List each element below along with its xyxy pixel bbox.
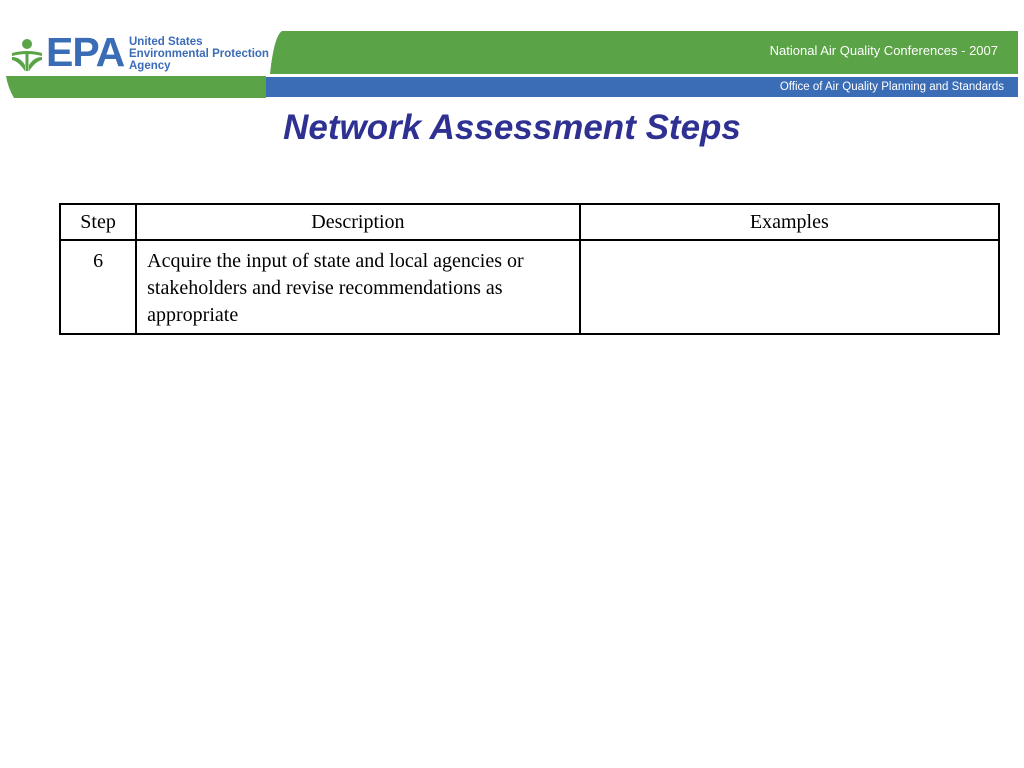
epa-wordmark: EPA (46, 29, 125, 75)
office-title: Office of Air Quality Planning and Standards (779, 81, 1004, 93)
slide-title: Network Assessment Steps (283, 108, 741, 147)
slide-header (0, 0, 1024, 100)
header-step: Step (60, 204, 136, 240)
epa-flower-icon (8, 35, 46, 73)
table-header-row (60, 204, 999, 240)
header-description: Description (136, 204, 580, 240)
epa-logo (8, 29, 270, 78)
cell-examples (580, 240, 999, 334)
conference-title: National Air Quality Conferences - 2007 (769, 43, 998, 58)
agency-line-1: United States (129, 36, 203, 48)
agency-line-2: Environmental Protection (129, 48, 269, 60)
table-row (60, 240, 999, 334)
header-examples: Examples (580, 204, 999, 240)
green-swoosh (6, 76, 266, 98)
cell-step: 6 (60, 240, 136, 334)
agency-line-3: Agency (129, 60, 171, 72)
agency-name (129, 36, 269, 72)
cell-description: Acquire the input of state and local agencies or stakeholders and revise recommendations as appropriate (136, 240, 580, 334)
steps-table (59, 203, 1000, 335)
